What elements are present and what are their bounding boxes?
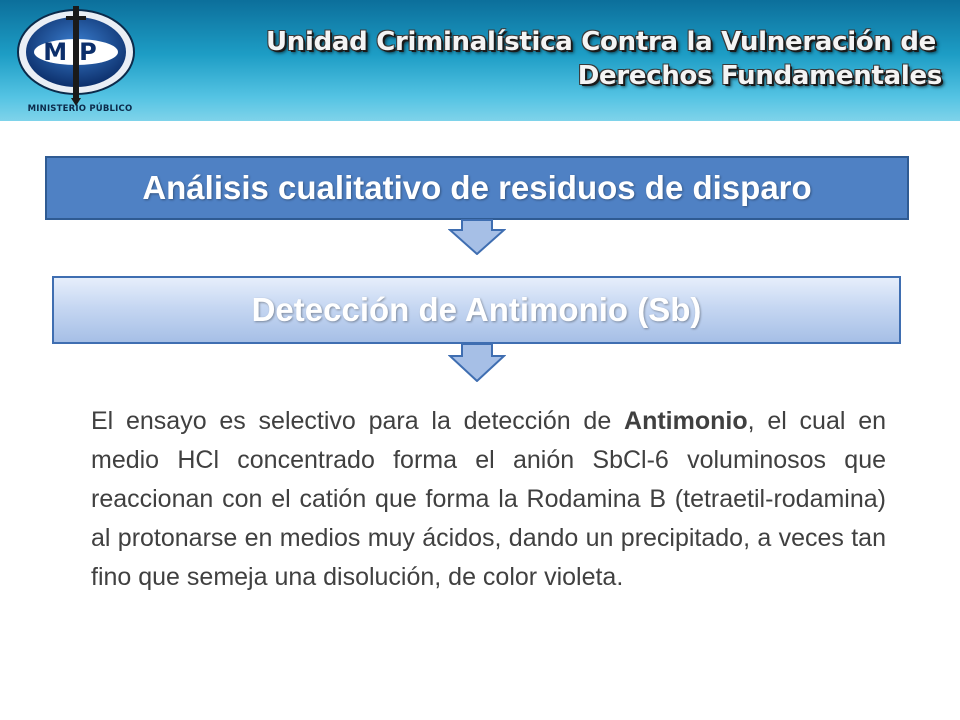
down-arrow-icon: [448, 343, 506, 382]
detection-heading-box: Detección de Antimonio (Sb): [52, 276, 901, 344]
logo-caption: MINISTERIO PÚBLICO: [27, 104, 133, 114]
paragraph-text-start: El ensayo es selectivo para la detección de: [91, 407, 625, 435]
logo-monogram: MP: [43, 38, 109, 66]
paragraph-text-end: , el cual en medio HCl concentrado forma el anión SbCl-6 voluminosos que reaccionan con el catión que forma la Rodamina B (tetraetil-rodamina) al protonarse en medios muy ácidos, dando un precipitado, a veces tan fino que semeja una disolución, de color violeta.: [91, 407, 886, 591]
down-arrow-icon: [448, 219, 506, 255]
header-title-line-2: Derechos Fundamentales: [577, 61, 942, 91]
analysis-heading-box: Análisis cualitativo de residuos de disparo: [45, 156, 909, 220]
ministerio-publico-logo-icon: [10, 2, 150, 118]
description-paragraph: [91, 402, 886, 597]
paragraph-bold-term: Antimonio: [624, 407, 748, 435]
header-title-line-1: Unidad Criminalística Contra la Vulneración de: [265, 27, 936, 57]
header-banner: [0, 0, 960, 121]
